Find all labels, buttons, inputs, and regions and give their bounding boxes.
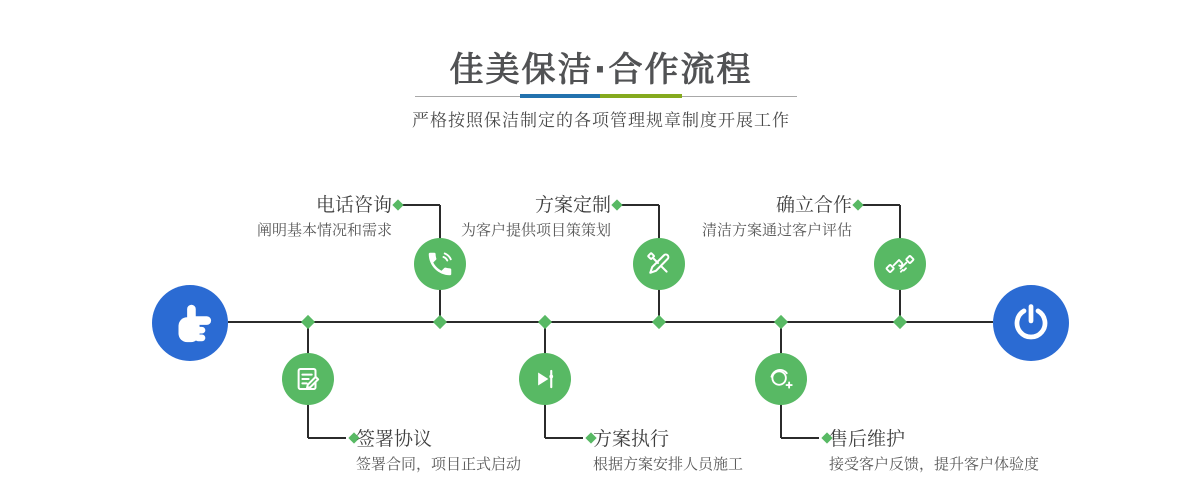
step-desc: 签署合同，项目正式启动 (356, 455, 522, 473)
step-title: 售后维护 (829, 428, 906, 450)
power-icon (1010, 302, 1052, 344)
connector-horizontal (781, 437, 819, 439)
pointing-hand-icon (167, 300, 213, 346)
customer-service-icon (766, 364, 796, 394)
step-title: 方案定制 (534, 194, 611, 216)
step-title: 方案执行 (593, 428, 670, 450)
step-title: 电话咨询 (315, 194, 392, 216)
timeline-end-node (993, 285, 1069, 361)
step-title: 签署协议 (356, 428, 433, 450)
step-desc: 清洁方案通过客户评估 (701, 221, 852, 239)
timeline-start-node (152, 285, 228, 361)
step-desc: 根据方案安排人员施工 (593, 455, 744, 473)
step-label (829, 428, 1039, 474)
step-desc: 接受客户反馈，提升客户体验度 (829, 455, 1040, 473)
step-desc: 为客户提供项目策策划 (460, 221, 611, 239)
page-subtitle: 严格按照保洁制定的各项管理规章制度开展工作 (412, 111, 790, 131)
step-title: 确立合作 (775, 194, 852, 216)
page-title: 佳美保洁·合作流程 (449, 50, 753, 90)
step-icon-circle (755, 353, 807, 405)
timeline-diamond (774, 315, 788, 329)
step-desc: 阐明基本情况和需求 (256, 221, 392, 239)
